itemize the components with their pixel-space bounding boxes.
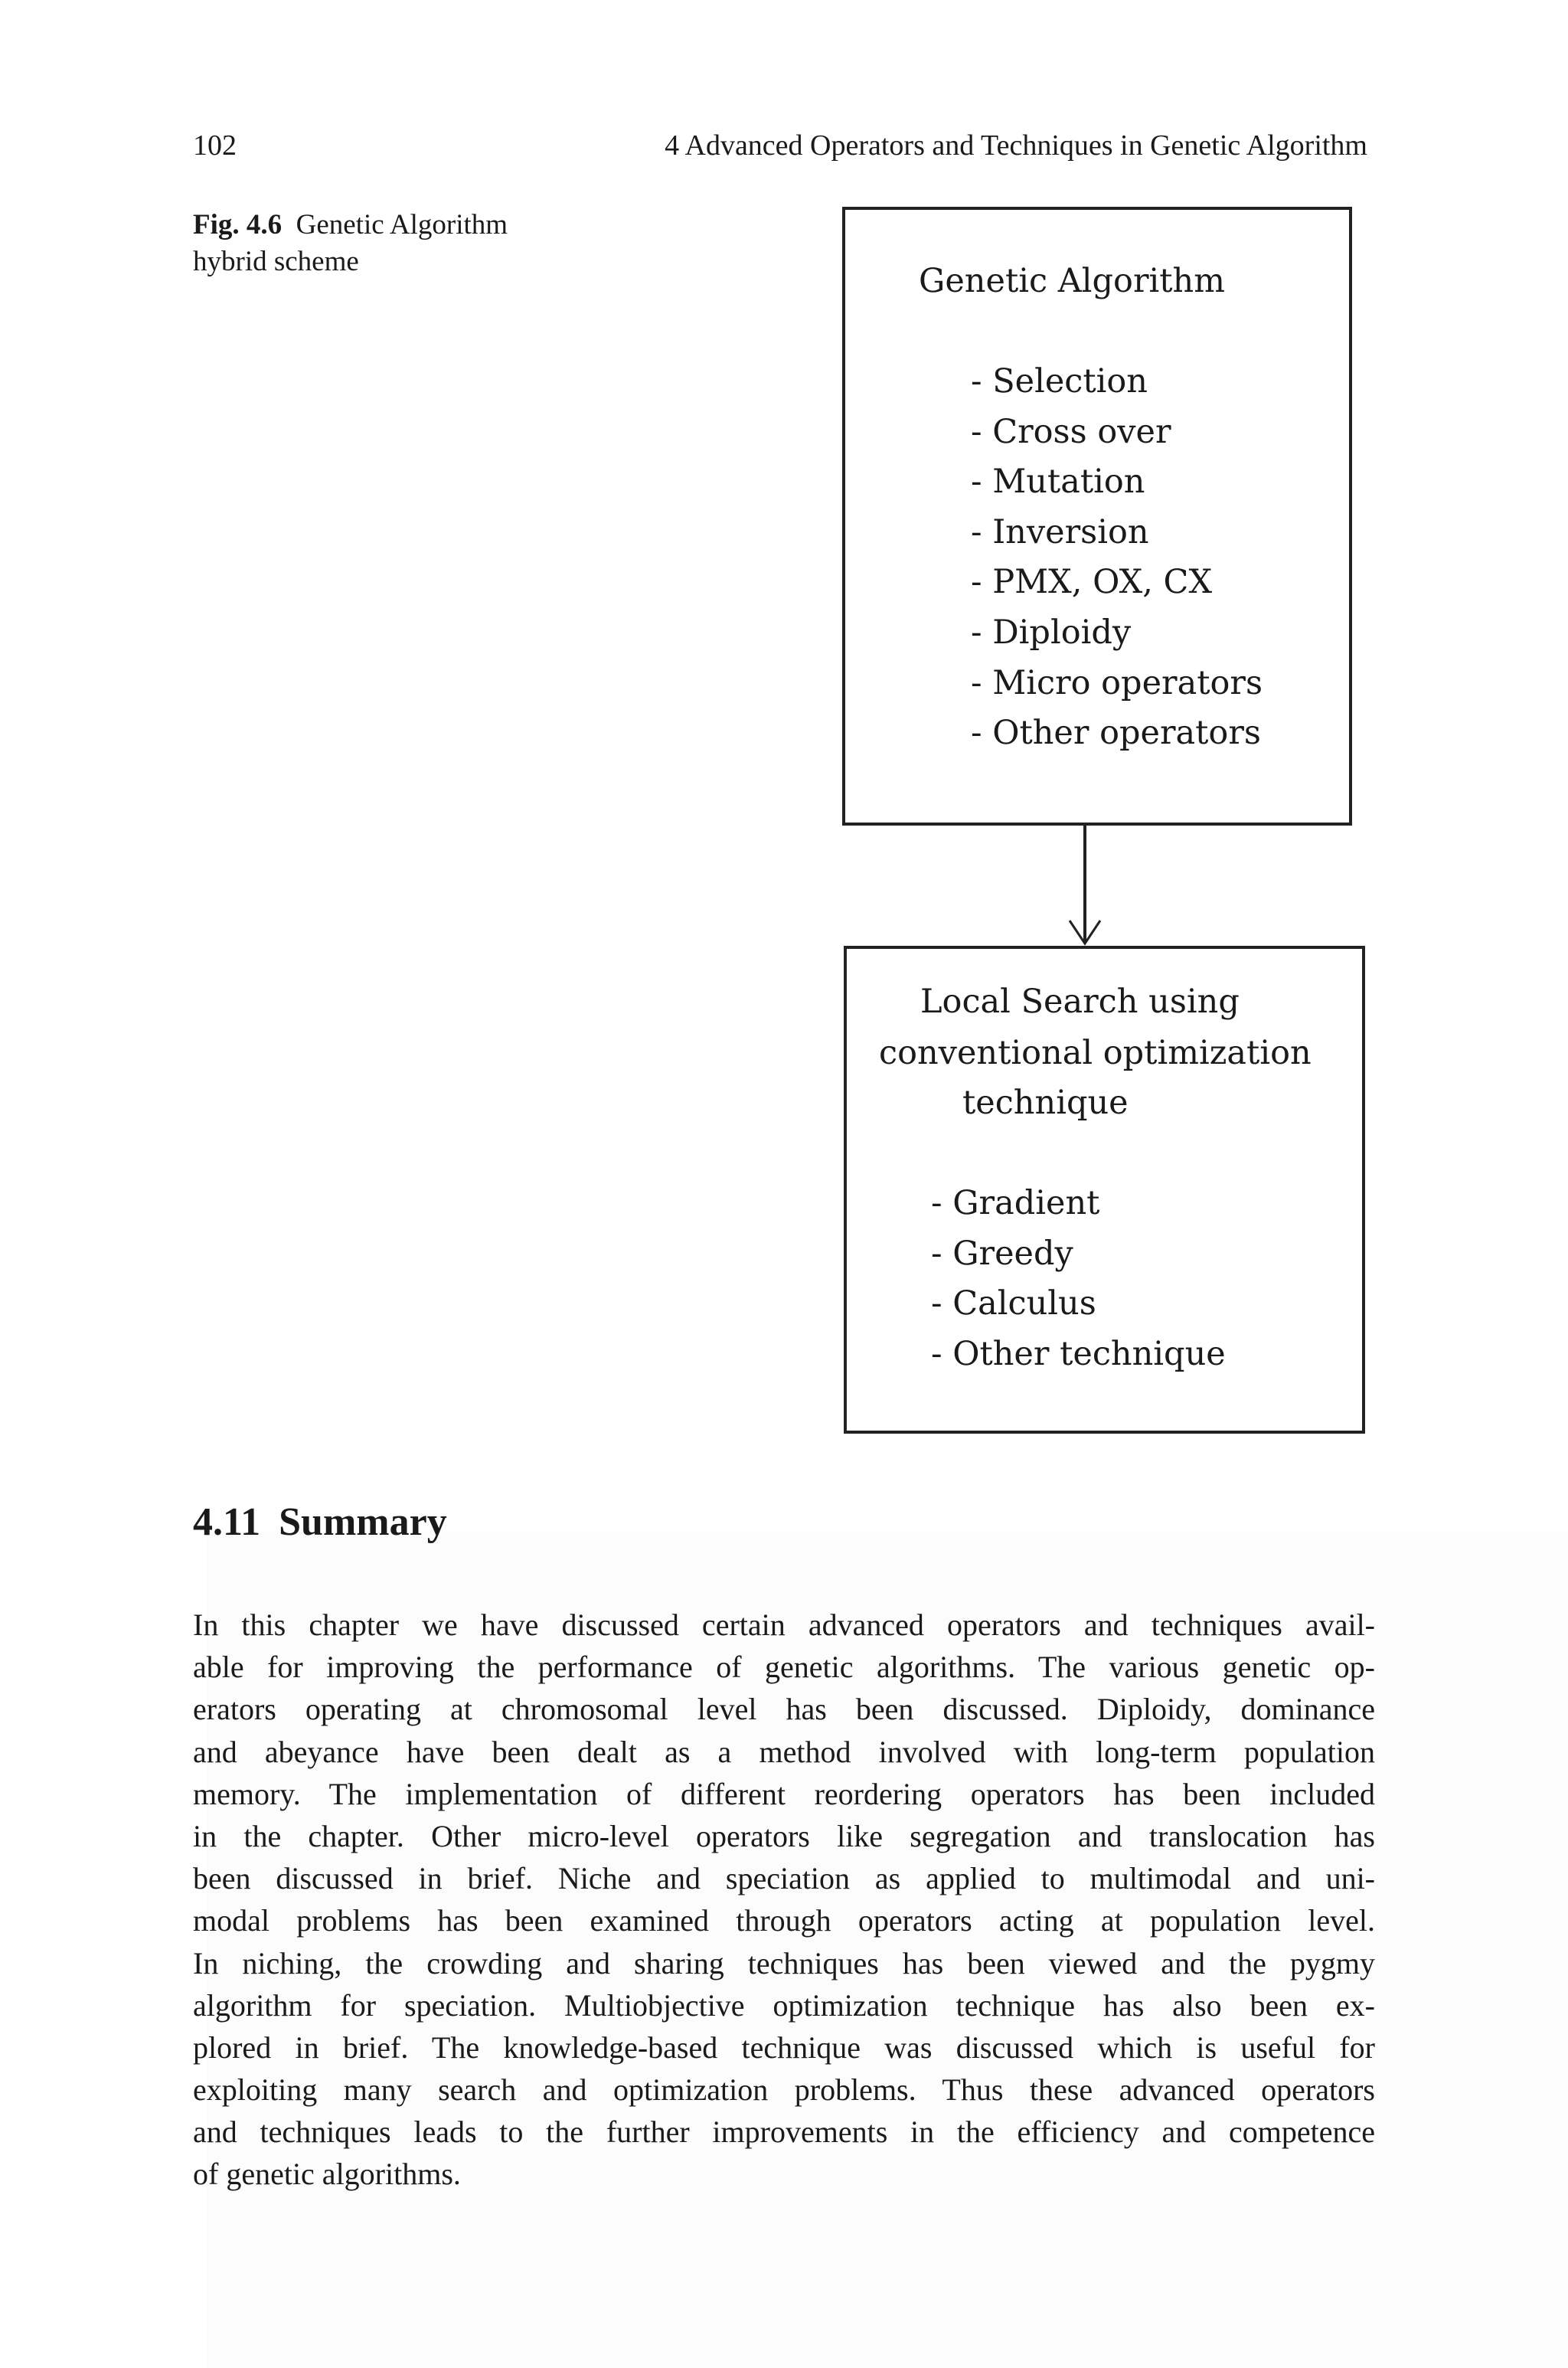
summary-line: of genetic algorithms. bbox=[193, 2157, 461, 2192]
summary-line: exploiting many search and optimization problems. Thus these advanced operators bbox=[193, 2072, 1375, 2108]
box2-title-line: conventional optimization bbox=[879, 1034, 1312, 1072]
figure-label: Fig. 4.6 bbox=[193, 209, 283, 240]
summary-paragraph bbox=[193, 1604, 1375, 2196]
caption-line-2: hybrid scheme bbox=[193, 246, 359, 277]
box1-item: - Inversion bbox=[971, 513, 1149, 551]
section-title: Summary bbox=[279, 1500, 447, 1544]
summary-line: In niching, the crowding and sharing techniques has been viewed and the pygmy bbox=[193, 1945, 1375, 1980]
summary-line: been discussed in brief. Niche and speciation as applied to multimodal and uni- bbox=[193, 1861, 1375, 1896]
summary-line: in the chapter. Other micro-level operators like segregation and translocation has bbox=[193, 1818, 1375, 1853]
box2-item: - Gradient bbox=[931, 1184, 1100, 1222]
box1-item: - Selection bbox=[971, 362, 1148, 401]
box1-item: - PMX, OX, CX bbox=[971, 563, 1213, 601]
box2-item: - Other technique bbox=[931, 1335, 1226, 1373]
box2-title-line: Local Search using bbox=[920, 983, 1240, 1021]
page-number: 102 bbox=[193, 129, 237, 162]
box2-item: - Greedy bbox=[931, 1235, 1073, 1273]
summary-line: modal problems has been examined through operators acting at population level. bbox=[193, 1903, 1375, 1938]
box1-item: - Mutation bbox=[971, 463, 1145, 501]
summary-line: memory. The implementation of different reordering operators has been included bbox=[193, 1776, 1375, 1811]
box1-item: - Diploidy bbox=[971, 613, 1132, 652]
box1-item: - Micro operators bbox=[971, 664, 1263, 702]
section-number: 4.11 bbox=[193, 1500, 261, 1544]
box1-item: - Cross over bbox=[971, 413, 1171, 451]
section-heading bbox=[193, 1500, 447, 1545]
box2-title-line: technique bbox=[962, 1084, 1129, 1122]
summary-line: and techniques leads to the further improvements in the efficiency and competence bbox=[193, 2115, 1375, 2150]
chapter-title: 4 Advanced Operators and Techniques in Genetic Algorithm bbox=[665, 129, 1367, 162]
summary-line: algorithm for speciation. Multiobjective optimization technique has also been ex- bbox=[193, 1987, 1375, 2023]
summary-line: and abeyance have been dealt as a method involved with long-term population bbox=[193, 1734, 1375, 1769]
box1-title: Genetic Algorithm bbox=[919, 262, 1225, 300]
summary-line: able for improving the performance of genetic algorithms. The various genetic op- bbox=[193, 1650, 1375, 1685]
caption-line-1: Genetic Algorithm bbox=[296, 209, 508, 240]
summary-line: plored in brief. The knowledge-based technique was discussed which is useful for bbox=[193, 2029, 1375, 2065]
summary-line: erators operating at chromosomal level has been discussed. Diploidy, dominance bbox=[193, 1692, 1375, 1727]
box2-item: - Calculus bbox=[931, 1284, 1096, 1323]
summary-line: In this chapter we have discussed certain advanced operators and techniques avail- bbox=[193, 1608, 1375, 1642]
box1-item: - Other operators bbox=[971, 714, 1261, 752]
